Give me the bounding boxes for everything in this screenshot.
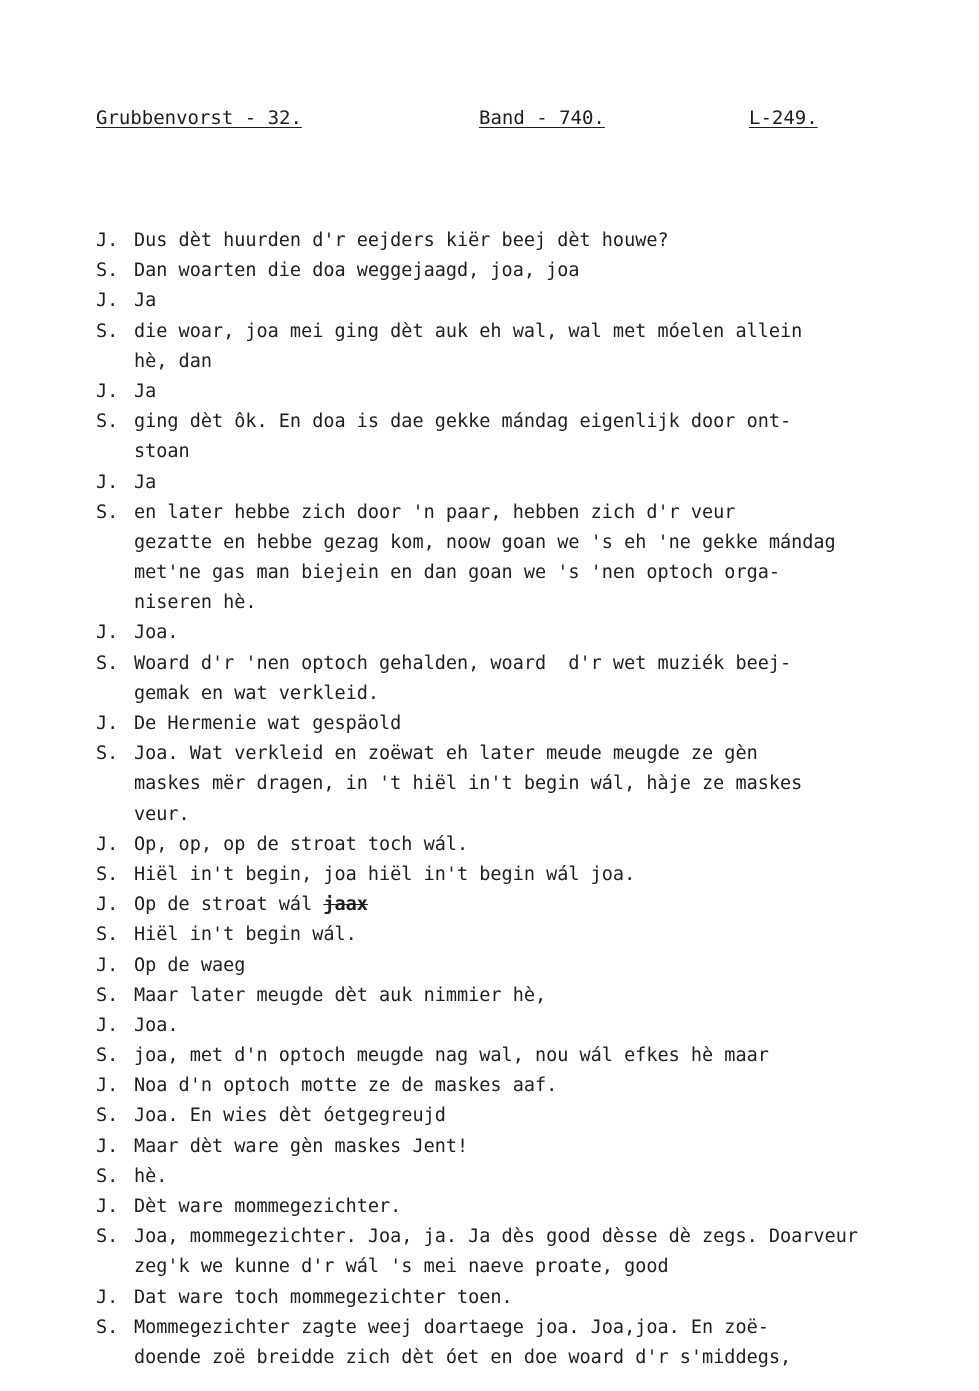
speaker-label: S. [96,743,119,765]
utterance-words: Joa. [134,622,179,644]
utterance-words: Dèt ware mommegezichter. [134,1196,402,1217]
utterance-words: Noa d'n optoch motte ze de maskes aaf. [134,1075,558,1097]
transcript-line [96,226,956,256]
speaker-label: J. [96,1135,119,1157]
utterance-words: Ja [134,290,157,312]
transcript-line [96,1192,956,1222]
utterance-words: stoan [134,441,190,463]
utterance-words: Ja [134,380,157,402]
utterance-text [134,920,357,950]
speaker-label: S. [96,652,119,674]
transcript-line [96,407,956,437]
transcript-line [96,920,956,950]
utterance-words: Joa, mommegezichter. Joa, ja. Ja dès good dèsse dè zegs. Doarveur [134,1226,858,1248]
utterance-text [134,226,669,256]
transcript-line [96,558,956,588]
utterance-text [134,890,368,920]
utterance-text [134,317,802,347]
transcript-line [96,286,956,316]
transcript-line [96,618,956,648]
utterance-words: Hiël in't begin, joa hiël in't begin wál joa. [134,863,636,885]
utterance-text [134,830,468,860]
utterance-text [134,1252,669,1282]
utterance-words: zeg'k we kunne d'r wál 's mei naeve proate, good [134,1256,669,1278]
utterance-words: Dan woarten die doa weggejaagd, joa, joa [134,260,580,282]
utterance-text [134,1011,179,1041]
transcript-line [96,679,956,709]
utterance-words: Joa. Wat verkleid en zoëwat eh later meude meugde ze gèn [134,743,758,765]
utterance-text [134,1283,513,1313]
transcript-line [96,588,956,618]
speaker-label: J. [96,471,119,493]
utterance-words: gemak en wat verkleid. [134,682,380,704]
utterance-text [134,1041,769,1071]
header-location: Grubbenvorst - 32. [96,107,302,129]
transcript-line [96,1132,956,1162]
speaker-label: J. [96,290,119,312]
transcript-line [96,739,956,769]
speaker-label: J. [96,380,119,402]
transcript-line [96,649,956,679]
transcript-line [96,1252,956,1282]
utterance-text [134,1222,858,1252]
transcript-line [96,860,956,890]
utterance-words: hè, dan [134,350,212,372]
speaker-label: S. [96,320,119,342]
transcript-line [96,1071,956,1101]
utterance-text [134,286,156,316]
utterance-words: Op, op, op de stroat toch wál. [134,833,469,855]
speaker-label: S. [96,1316,119,1338]
utterance-text [134,1162,167,1192]
utterance-text [134,618,179,648]
transcript-line [96,800,956,830]
transcript-line [96,528,956,558]
transcript-line [96,347,956,377]
utterance-text [134,1313,769,1343]
utterance-text [134,256,580,286]
utterance-text [134,1071,557,1101]
utterance-words: Maar dèt ware gèn maskes Jent! [134,1135,469,1157]
struck-out-text: jaax [323,894,368,916]
utterance-words: Joa. [134,1014,179,1036]
speaker-label: J. [96,833,119,855]
utterance-words: Op de waeg [134,954,246,976]
speaker-label: S. [96,501,119,523]
utterance-text [134,437,190,467]
utterance-words: Hiël in't begin wál. [134,924,357,946]
utterance-text [134,588,257,618]
transcript-line [96,1162,956,1192]
utterance-text [134,739,758,769]
speaker-label: J. [96,230,119,251]
speaker-label: S. [96,1165,119,1187]
transcript-line [96,1011,956,1041]
utterance-text [134,769,802,799]
transcript-line [96,981,956,1011]
utterance-text [134,528,836,558]
speaker-label: S. [96,984,119,1006]
transcript-line [96,1313,956,1343]
header-reference: L-249. [749,107,818,129]
speaker-label: S. [96,260,119,282]
speaker-label: S. [96,1226,119,1248]
utterance-words: gezatte en hebbe gezag kom, noow goan we 's eh 'ne gekke mándag [134,531,836,553]
utterance-text [134,377,156,407]
transcript-line [96,437,956,467]
transcript-line [96,1222,956,1252]
utterance-text [134,1343,791,1373]
speaker-label: J. [96,954,119,976]
utterance-words: niseren hè. [134,592,257,614]
transcript-body [96,226,956,1373]
utterance-text [134,407,791,437]
header-tape-number: Band - 740. [479,107,605,129]
utterance-text [134,1101,446,1131]
utterance-words: Maar later meugde dèt auk nimmier hè, [134,984,547,1006]
transcript-line [96,769,956,799]
speaker-label: S. [96,1105,119,1127]
utterance-text [134,558,780,588]
transcript-line [96,468,956,498]
transcript-line [96,1041,956,1071]
speaker-label: J. [96,1075,119,1097]
speaker-label: S. [96,863,119,885]
utterance-text [134,468,156,498]
utterance-text [134,1192,401,1222]
utterance-words: Mommegezichter zagte weej doartaege joa. Joa,joa. En zoë- [134,1316,769,1338]
speaker-label: J. [96,894,119,916]
utterance-text [134,498,735,528]
utterance-words: Dat ware toch mommegezichter toen. [134,1286,513,1308]
utterance-words: Joa. En wies dèt óetgegreujd [134,1105,446,1127]
speaker-label: S. [96,1045,119,1067]
utterance-words: doende zoë breidde zich dèt óet en doe woard d'r s'middegs, [134,1346,792,1368]
utterance-words: ging dèt ôk. En doa is dae gekke mándag eigenlijk door ont- [134,411,792,433]
utterance-text [134,1132,468,1162]
speaker-label: J. [96,1286,119,1308]
speaker-label: J. [96,622,119,644]
transcript-line [96,256,956,286]
utterance-text [134,800,190,830]
utterance-text [134,347,212,377]
utterance-words: Woard d'r 'nen optoch gehalden, woard d'r wet muziék beej- [134,652,792,674]
transcript-line [96,1101,956,1131]
utterance-words: met'ne gas man biejein en dan goan we 's 'nen optoch orga- [134,562,781,584]
utterance-words: en later hebbe zich door 'n paar, hebben zich d'r veur [134,501,736,523]
utterance-words: joa, met d'n optoch meugde nag wal, nou wál efkes hè maar [134,1045,769,1067]
utterance-text [134,860,635,890]
utterance-words: die woar, joa mei ging dèt auk eh wal, wal met móelen allein [134,320,803,342]
utterance-text [134,649,791,679]
transcript-line [96,498,956,528]
transcript-line [96,830,956,860]
speaker-label: J. [96,1196,119,1217]
utterance-words: De Hermenie wat gespäold [134,713,402,734]
utterance-words: Op de stroat wál [134,894,324,916]
transcript-line [96,1343,956,1373]
transcript-line [96,377,956,407]
speaker-label: J. [96,713,119,734]
speaker-label: S. [96,924,119,946]
transcript-line [96,317,956,347]
transcript-line [96,951,956,981]
utterance-words: hè. [134,1165,168,1187]
utterance-text [134,981,546,1011]
transcript-line [96,1283,956,1313]
utterance-words: maskes mër dragen, in 't hiël in't begin wál, hàje ze maskes [134,773,803,795]
utterance-words: Ja [134,471,157,493]
speaker-label: S. [96,411,119,433]
page-header [0,107,979,137]
utterance-text [134,951,245,981]
utterance-words: Dus dèt huurden d'r eejders kiër beej dèt houwe? [134,230,669,251]
utterance-words: veur. [134,803,190,825]
utterance-text [134,709,401,739]
utterance-text [134,679,379,709]
transcript-line [96,890,956,920]
speaker-label: J. [96,1014,119,1036]
transcript-line [96,709,956,739]
